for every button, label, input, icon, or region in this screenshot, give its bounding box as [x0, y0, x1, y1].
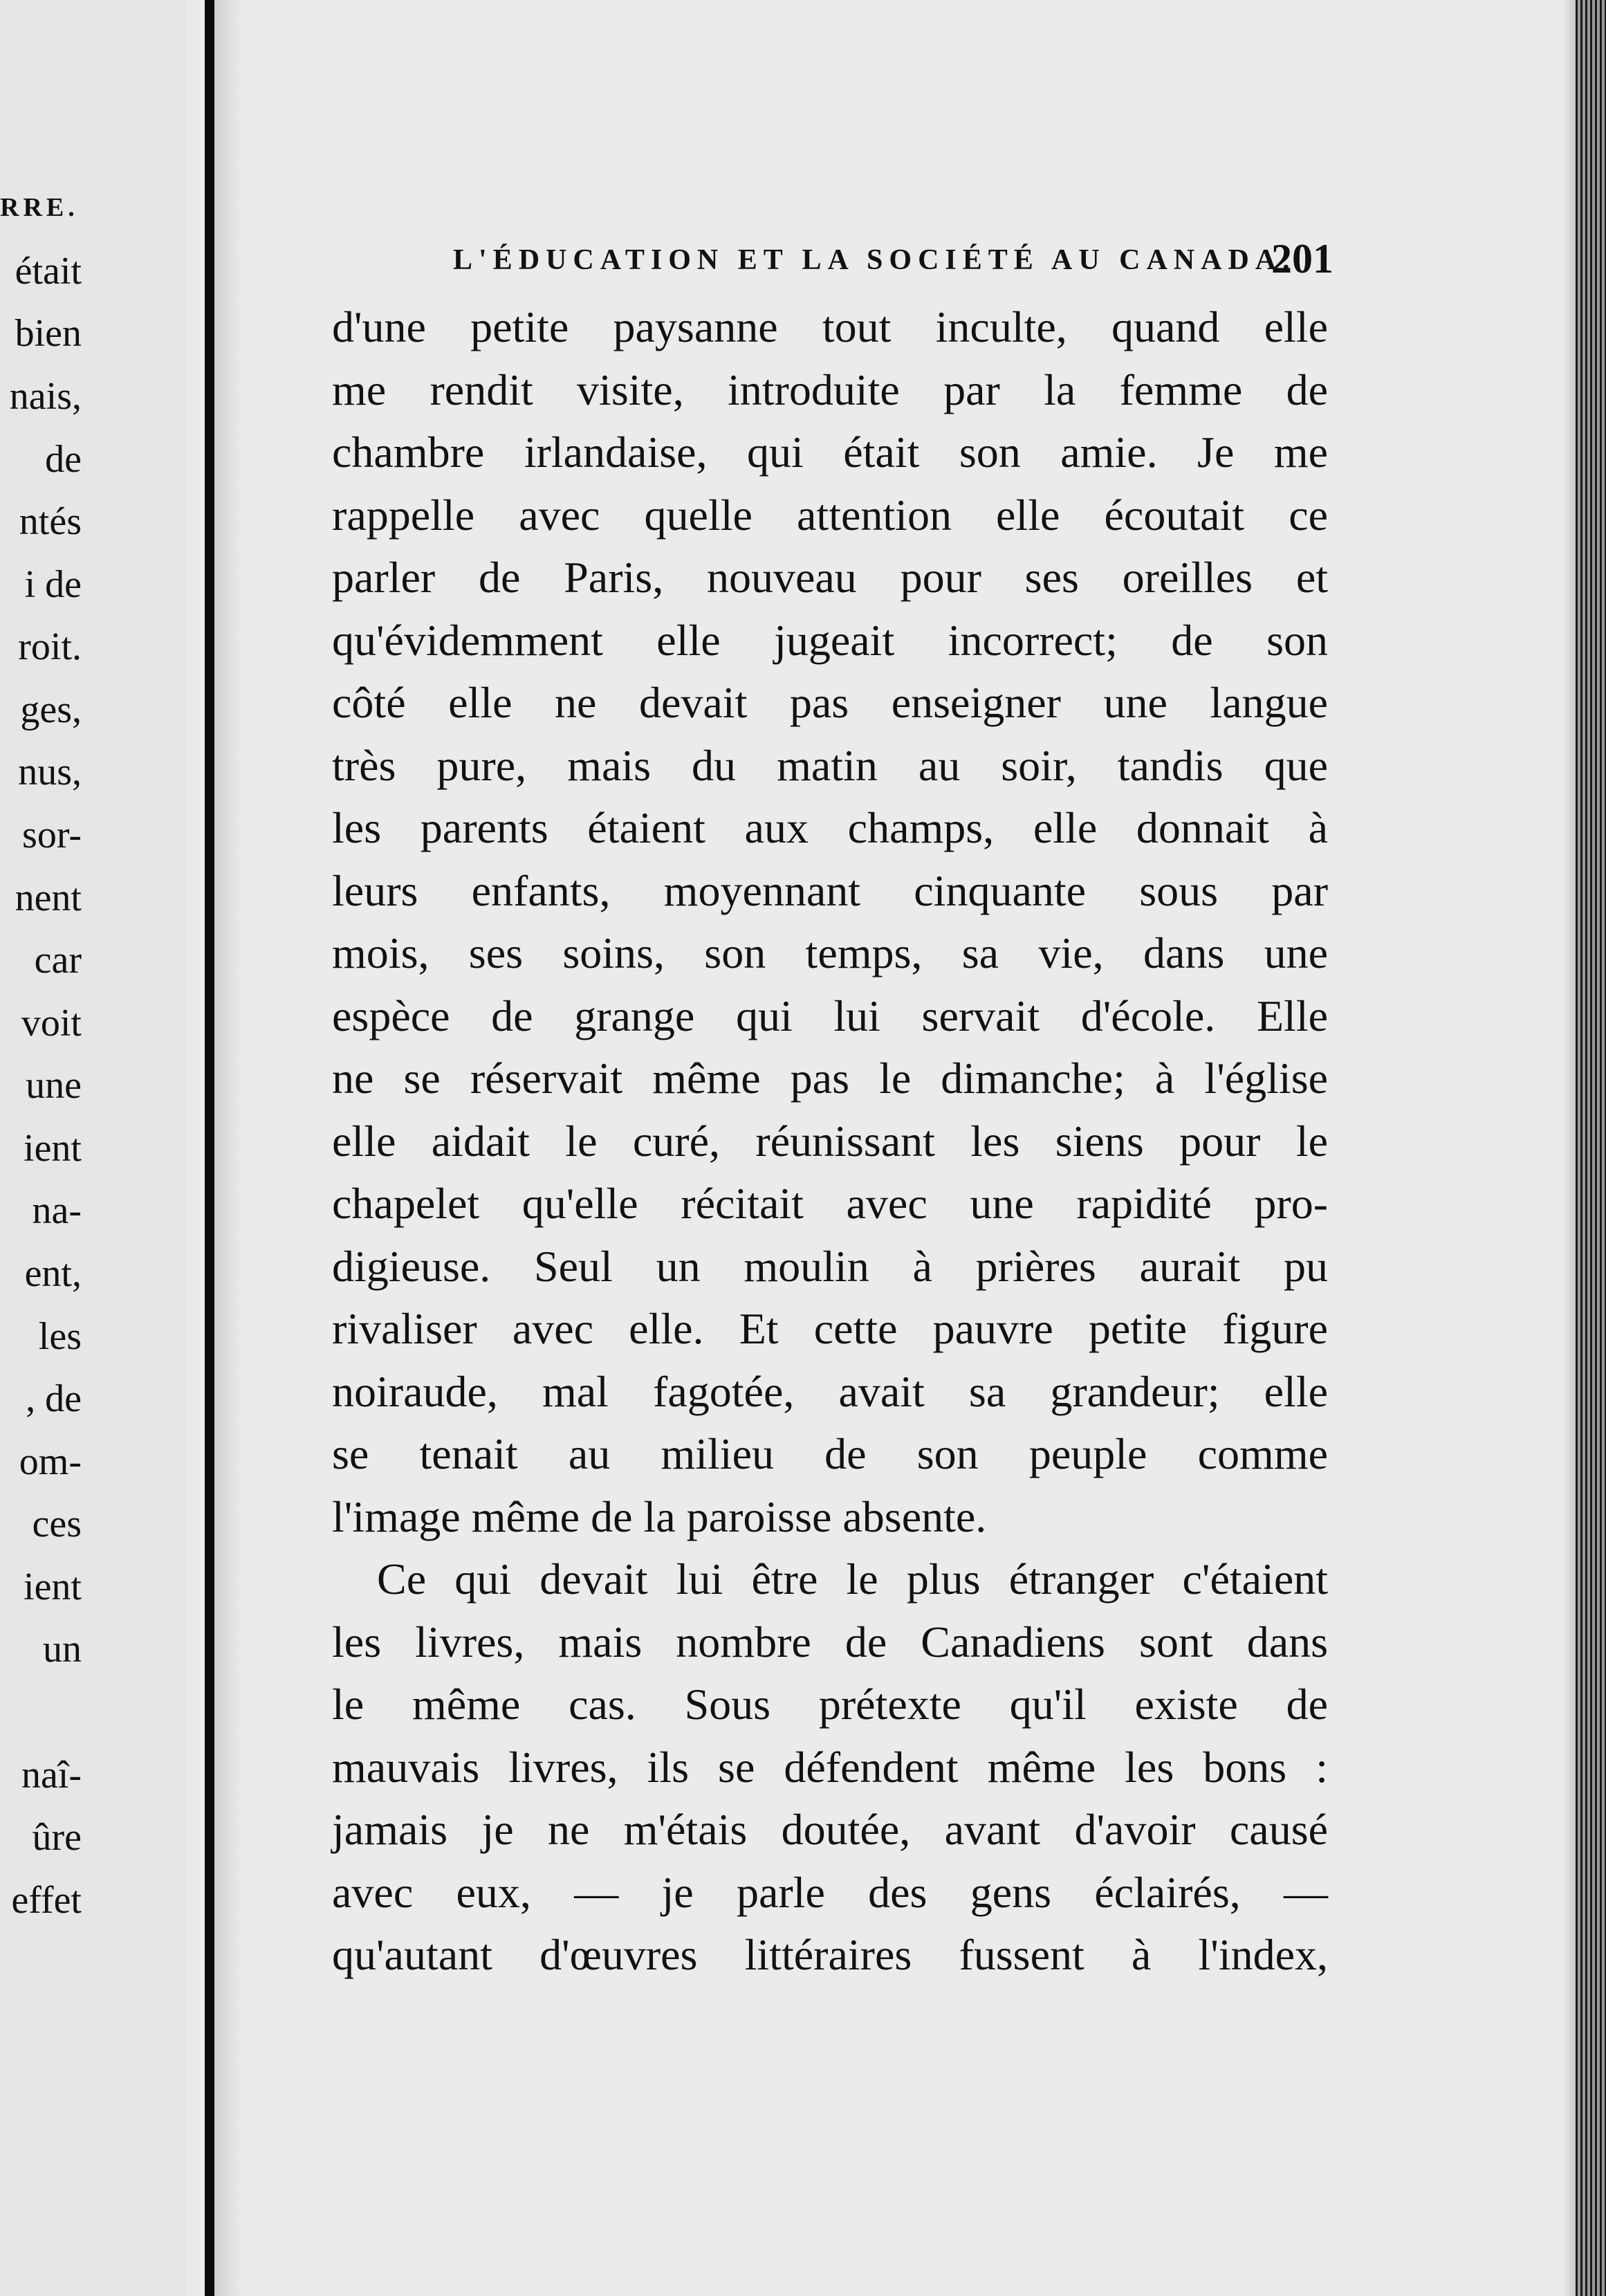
previous-page-line: sor-	[22, 814, 82, 856]
text-line: se tenait au milieu de son peuple comme	[332, 1429, 1328, 1478]
paragraph-2	[332, 1548, 1328, 1987]
paragraph-1	[332, 296, 1328, 1548]
previous-page-line: de	[45, 438, 82, 481]
gutter-shadow	[214, 0, 242, 2296]
text-line: digieuse. Seul un moulin à prières aurait pu	[332, 1241, 1328, 1291]
text-line: espèce de grange qui lui servait d'école. Elle	[332, 991, 1328, 1040]
previous-page-line: un	[43, 1628, 82, 1671]
previous-page-line: bien	[15, 312, 82, 355]
previous-page-line: était	[15, 250, 82, 293]
text-line: ne se réservait même pas le dimanche; à l'église	[332, 1054, 1328, 1103]
previous-page-line: , de	[26, 1377, 82, 1420]
text-line: le même cas. Sous prétexte qu'il existe de	[332, 1680, 1328, 1729]
previous-page-line: nent	[15, 876, 82, 919]
previous-page-line: les	[38, 1315, 82, 1358]
text-line: Ce qui devait lui être le plus étranger c'étaient	[377, 1554, 1328, 1604]
previous-page-line: ent,	[24, 1252, 82, 1295]
text-line: l'image même de la paroisse absente.	[332, 1491, 987, 1541]
text-line: d'une petite paysanne tout inculte, quand elle	[332, 302, 1328, 351]
previous-page-line: naî-	[21, 1754, 82, 1797]
text-line: me rendit visite, introduite par la femme de	[332, 365, 1328, 414]
previous-page-line: nais,	[9, 375, 82, 418]
previous-page-margin	[0, 0, 187, 2296]
text-line: qu'évidemment elle jugeait incorrect; de son	[332, 615, 1328, 665]
previous-page-line: ntés	[19, 500, 82, 543]
text-line: rappelle avec quelle attention elle écoutait ce	[332, 490, 1328, 540]
text-line: mois, ses soins, son temps, sa vie, dans une	[332, 928, 1328, 977]
previous-page-header: RRE.	[0, 193, 79, 222]
running-head: L'ÉDUCATION ET LA SOCIÉTÉ AU CANADA.	[453, 244, 1296, 276]
text-line: elle aidait le curé, réunissant les siens pour le	[332, 1116, 1328, 1166]
text-line: qu'autant d'œuvres littéraires fussent à l'index,	[332, 1930, 1328, 1979]
text-line: jamais je ne m'étais doutée, avant d'avoir causé	[332, 1805, 1328, 1854]
text-line: avec eux, — je parle des gens éclairés, —	[332, 1867, 1328, 1917]
previous-page-line: ient	[24, 1565, 82, 1608]
text-line: côté elle ne devait pas enseigner une langue	[332, 678, 1328, 727]
page-number: 201	[1271, 236, 1333, 282]
book-gutter-line	[205, 0, 214, 2296]
previous-page-line: car	[34, 939, 82, 982]
book-right-edge	[1576, 0, 1606, 2296]
previous-page-line: na-	[32, 1189, 82, 1232]
previous-page-line: voit	[21, 1002, 82, 1045]
previous-page-line: om-	[19, 1440, 82, 1483]
previous-page-line: ient	[24, 1127, 82, 1170]
previous-page-line: ûre	[32, 1816, 82, 1859]
text-line: mauvais livres, ils se défendent même les bons :	[332, 1742, 1328, 1792]
text-line: les parents étaient aux champs, elle donnait à	[332, 803, 1328, 852]
text-line: leurs enfants, moyennant cinquante sous par	[332, 865, 1328, 915]
text-line: noiraude, mal fagotée, avait sa grandeur; elle	[332, 1366, 1328, 1416]
body-text	[332, 296, 1328, 1987]
previous-page-line: ces	[32, 1503, 82, 1545]
previous-page-line: ges,	[20, 688, 82, 731]
previous-page-line: effet	[11, 1879, 82, 1922]
text-line: chapelet qu'elle récitait avec une rapidité pro-	[332, 1179, 1328, 1228]
previous-page-line: i de	[24, 563, 82, 606]
text-line: rivaliser avec elle. Et cette pauvre petite figure	[332, 1304, 1328, 1353]
text-line: chambre irlandaise, qui était son amie. Je me	[332, 428, 1328, 477]
previous-page-line: roit.	[18, 625, 82, 668]
text-line: les livres, mais nombre de Canadiens sont dans	[332, 1617, 1328, 1666]
text-line: parler de Paris, nouveau pour ses oreilles et	[332, 553, 1328, 602]
previous-page-line: nus,	[18, 751, 82, 793]
previous-page-line: une	[26, 1064, 82, 1107]
page-edge-shadow	[1563, 0, 1576, 2296]
text-line: très pure, mais du matin au soir, tandis que	[332, 740, 1328, 790]
previous-page-line-fragments	[0, 0, 82, 2296]
